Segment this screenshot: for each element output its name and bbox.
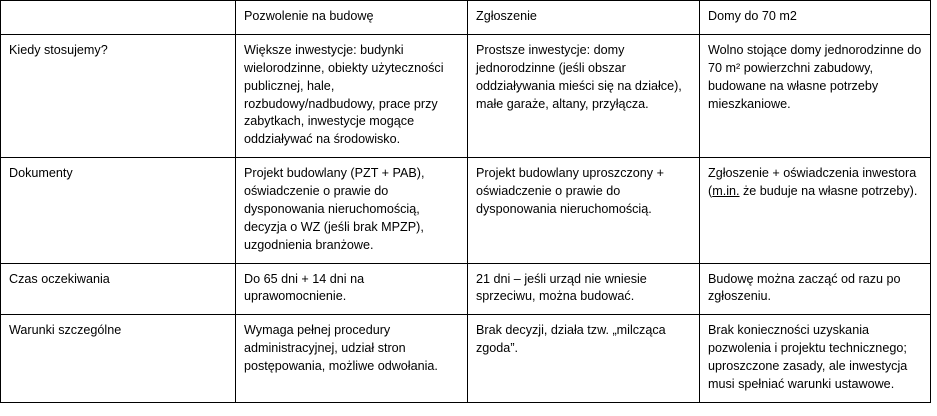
cell-warunki-pozwolenie: Wymaga pełnej procedury administracyjnej, udział stron postępowania, możliwe odwołania. [236,315,468,403]
table-header-row [1,1,931,35]
cell-kiedy-domy70: Wolno stojące domy jednorodzinne do 70 m² powierzchni zabudowy, budowane na własne potrzeby mieszkaniowe. [700,34,931,157]
cell-dokumenty-domy70-part1: Zgłoszenie + oświadczenia inwestora ( [708,166,917,198]
cell-dokumenty-domy70-part2: że buduje na własne potrzeby). [739,184,918,198]
cell-kiedy-pozwolenie: Większe inwestycje: budynki wielorodzinne, obiekty użyteczności publicznej, hale, rozbudowy/nadbudowy, prace przy zabytkach, inwestycje mogące oddziaływać na środowisko. [236,34,468,157]
table-row [1,263,931,315]
row-label-dokumenty: Dokumenty [1,158,236,263]
cell-warunki-zgloszenie: Brak decyzji, działa tzw. „milcząca zgoda”. [468,315,700,403]
cell-kiedy-zgloszenie: Prostsze inwestycje: domy jednorodzinne (jeśli obszar oddziaływania mieści się na działce), małe garaże, altany, przyłącza. [468,34,700,157]
table-row [1,158,931,263]
cell-czas-zgloszenie: 21 dni – jeśli urząd nie wniesie sprzeciwu, można budować. [468,263,700,315]
cell-dokumenty-zgloszenie: Projekt budowlany uproszczony + oświadczenie o prawie do dysponowania nieruchomością. [468,158,700,263]
cell-czas-pozwolenie: Do 65 dni + 14 dni na uprawomocnienie. [236,263,468,315]
table-row [1,34,931,157]
row-label-warunki-szczegolne: Warunki szczególne [1,315,236,403]
table-corner-blank [1,1,236,35]
column-header-pozwolenie: Pozwolenie na budowę [236,1,468,35]
column-header-domy-70: Domy do 70 m2 [700,1,931,35]
row-label-kiedy-stosujemy: Kiedy stosujemy? [1,34,236,157]
cell-dokumenty-domy70 [700,158,931,263]
underlined-fragment: m.in. [712,184,740,198]
cell-czas-domy70: Budowę można zacząć od razu po zgłoszeniu. [700,263,931,315]
column-header-zgloszenie: Zgłoszenie [468,1,700,35]
cell-warunki-domy70: Brak konieczności uzyskania pozwolenia i projektu technicznego; uproszczone zasady, ale inwestycja musi spełniać warunki ustawowe. [700,315,931,403]
table-row [1,315,931,403]
cell-dokumenty-pozwolenie: Projekt budowlany (PZT + PAB), oświadczenie o prawie do dysponowania nieruchomością, decyzja o WZ (jeśli brak MPZP), uzgodnienia branżowe. [236,158,468,263]
row-label-czas-oczekiwania: Czas oczekiwania [1,263,236,315]
